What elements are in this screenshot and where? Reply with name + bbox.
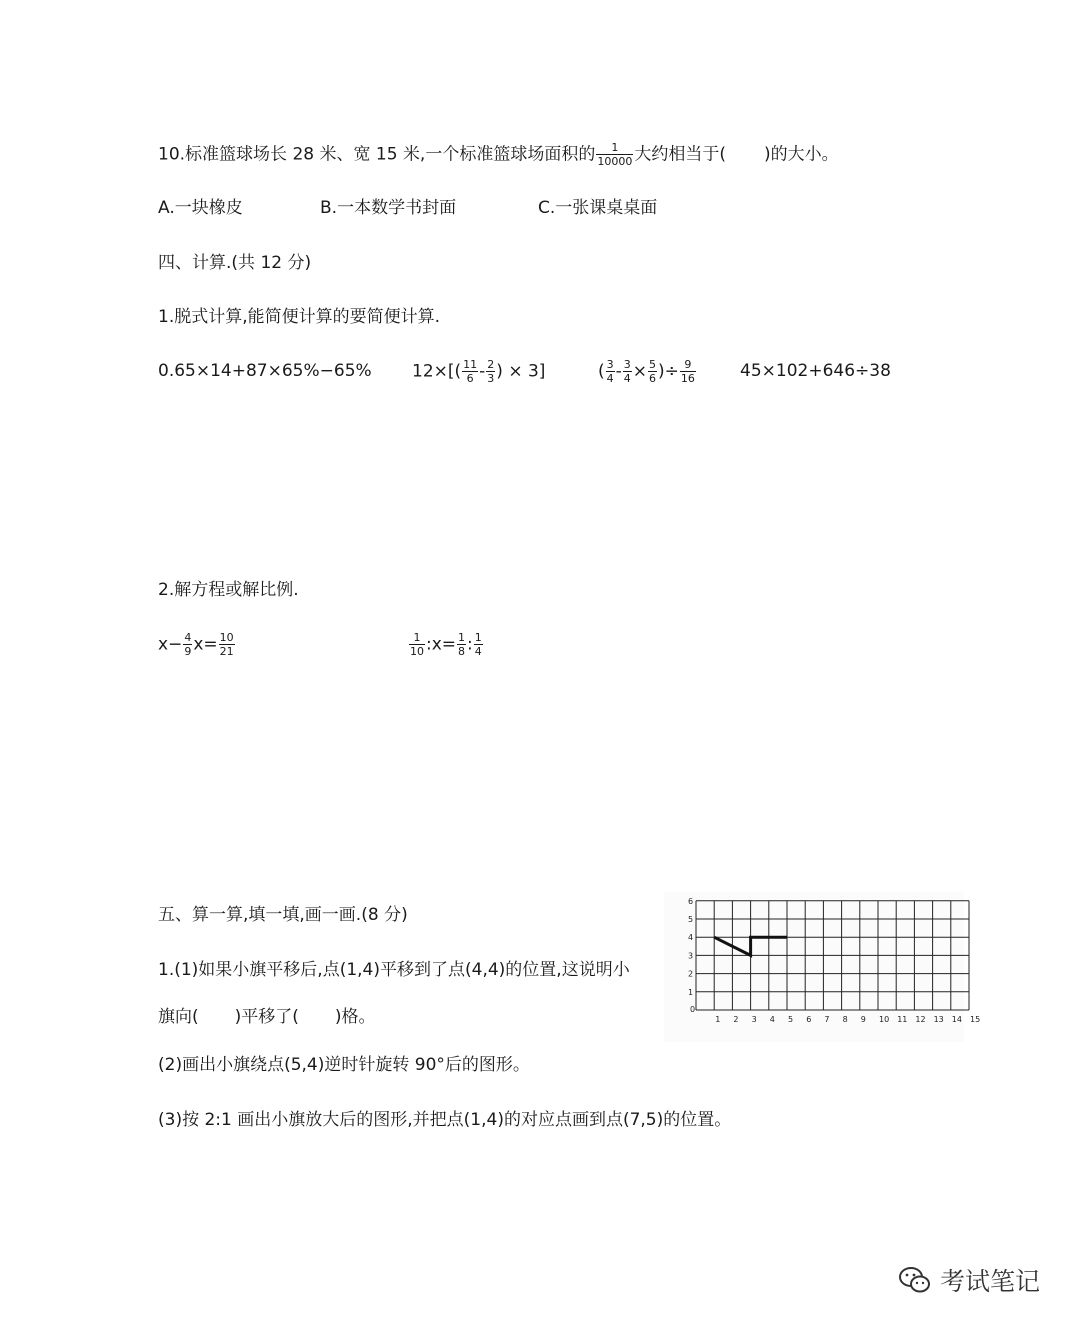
y-tick-label: 6 (688, 896, 694, 906)
x-tick-label: 4 (769, 1015, 775, 1024)
y-tick-label: 1 (688, 987, 694, 997)
section5-title: 五、算一算,填一填,画一画.(8 分) (158, 905, 408, 925)
equation-2: $\frac{1}{10}$ :x= $\frac{1}{8}$ : $\frac{1}{4}$ (410, 631, 482, 658)
x-tick-label: 6 (806, 1015, 812, 1024)
s5q1-line2: 旗向( )平移了( )格。 (158, 1007, 376, 1027)
wechat-icon (898, 1265, 932, 1295)
fraction: $\frac{1}{10}$ (410, 631, 424, 658)
calc-expression-1: 0.65×14+87×65%−65% (158, 361, 372, 381)
s5q1-line1: 1.(1)如果小旗平移后,点(1,4)平移到了点(4,4)的位置,这说明小 (158, 960, 630, 980)
q10-option-c[interactable]: C.一张课桌桌面 (538, 198, 658, 218)
watermark-text: 考试笔记 (940, 1267, 1041, 1296)
x-tick-label: 10 (879, 1015, 890, 1024)
s4q2-title: 2.解方程或解比例. (158, 580, 299, 600)
fraction: $\frac{3}{4}$ (623, 358, 631, 385)
fraction: $\frac{4}{9}$ (184, 631, 192, 658)
q10-fraction: $\frac{1}{10000}$ (597, 141, 633, 168)
y-tick-label: 2 (688, 969, 694, 979)
s5q1-part2: (2)画出小旗绕点(5,4)逆时针旋转 90°后的图形。 (158, 1055, 530, 1075)
y-tick-label: 5 (688, 915, 694, 924)
fraction: $\frac{3}{4}$ (606, 358, 614, 385)
s4q1-title: 1.脱式计算,能简便计算的要简便计算. (158, 307, 441, 327)
x-tick-label: 5 (788, 1015, 794, 1024)
x-tick-label: 9 (860, 1015, 866, 1024)
coordinate-grid[interactable] (664, 892, 981, 1042)
x-tick-label: 12 (915, 1015, 926, 1024)
y-tick-label: 4 (688, 933, 694, 943)
x-tick-label: 1 (715, 1015, 721, 1024)
fraction: $\frac{1}{8}$ (458, 631, 466, 658)
equation-1: x− $\frac{4}{9}$ x= $\frac{10}{21}$ (158, 631, 234, 658)
q10-option-a[interactable]: A.一块橡皮 (158, 198, 243, 218)
watermark (898, 1262, 1040, 1298)
x-tick-label: 7 (824, 1015, 830, 1024)
x-tick-label: 15 (970, 1015, 981, 1024)
x-tick-label: 13 (933, 1015, 944, 1024)
calc-expression-2: 12×[( $\frac{11}{6}$ - $\frac{2}{3}$ ) × 3] (412, 358, 546, 385)
fraction: $\frac{5}{6}$ (649, 358, 657, 385)
x-tick-label: 0 (690, 1005, 696, 1014)
fraction: $\frac{2}{3}$ (487, 358, 495, 385)
calc-expression-3: ( $\frac{3}{4}$ - $\frac{3}{4}$ × $\frac{5}{6}$ )÷ $\frac{9}{16}$ (598, 358, 695, 385)
fraction: $\frac{11}{6}$ (463, 358, 478, 385)
x-tick-label: 8 (842, 1015, 848, 1024)
x-tick-label: 3 (751, 1015, 757, 1024)
x-tick-label: 11 (897, 1015, 908, 1024)
y-tick-label: 3 (688, 951, 694, 961)
s5q1-part3: (3)按 2:1 画出小旗放大后的图形,并把点(1,4)的对应点画到点(7,5)的位置。 (158, 1110, 732, 1130)
section4-title: 四、计算.(共 12 分) (158, 253, 312, 273)
fraction: $\frac{10}{21}$ (219, 631, 234, 658)
q10-line: 10.标准篮球场长 28 米、宽 15 米,一个标准篮球场面积的 $\frac{1}{10000}$ 大约相当于( )的大小。 (158, 141, 839, 168)
fraction: $\frac{1}{4}$ (474, 631, 482, 658)
q10-option-b[interactable]: B.一本数学书封面 (320, 198, 457, 218)
calc-expression-4: 45×102+646÷38 (740, 361, 891, 381)
x-tick-label: 2 (733, 1015, 739, 1024)
fraction: $\frac{9}{16}$ (680, 358, 695, 385)
x-tick-label: 14 (951, 1015, 962, 1024)
